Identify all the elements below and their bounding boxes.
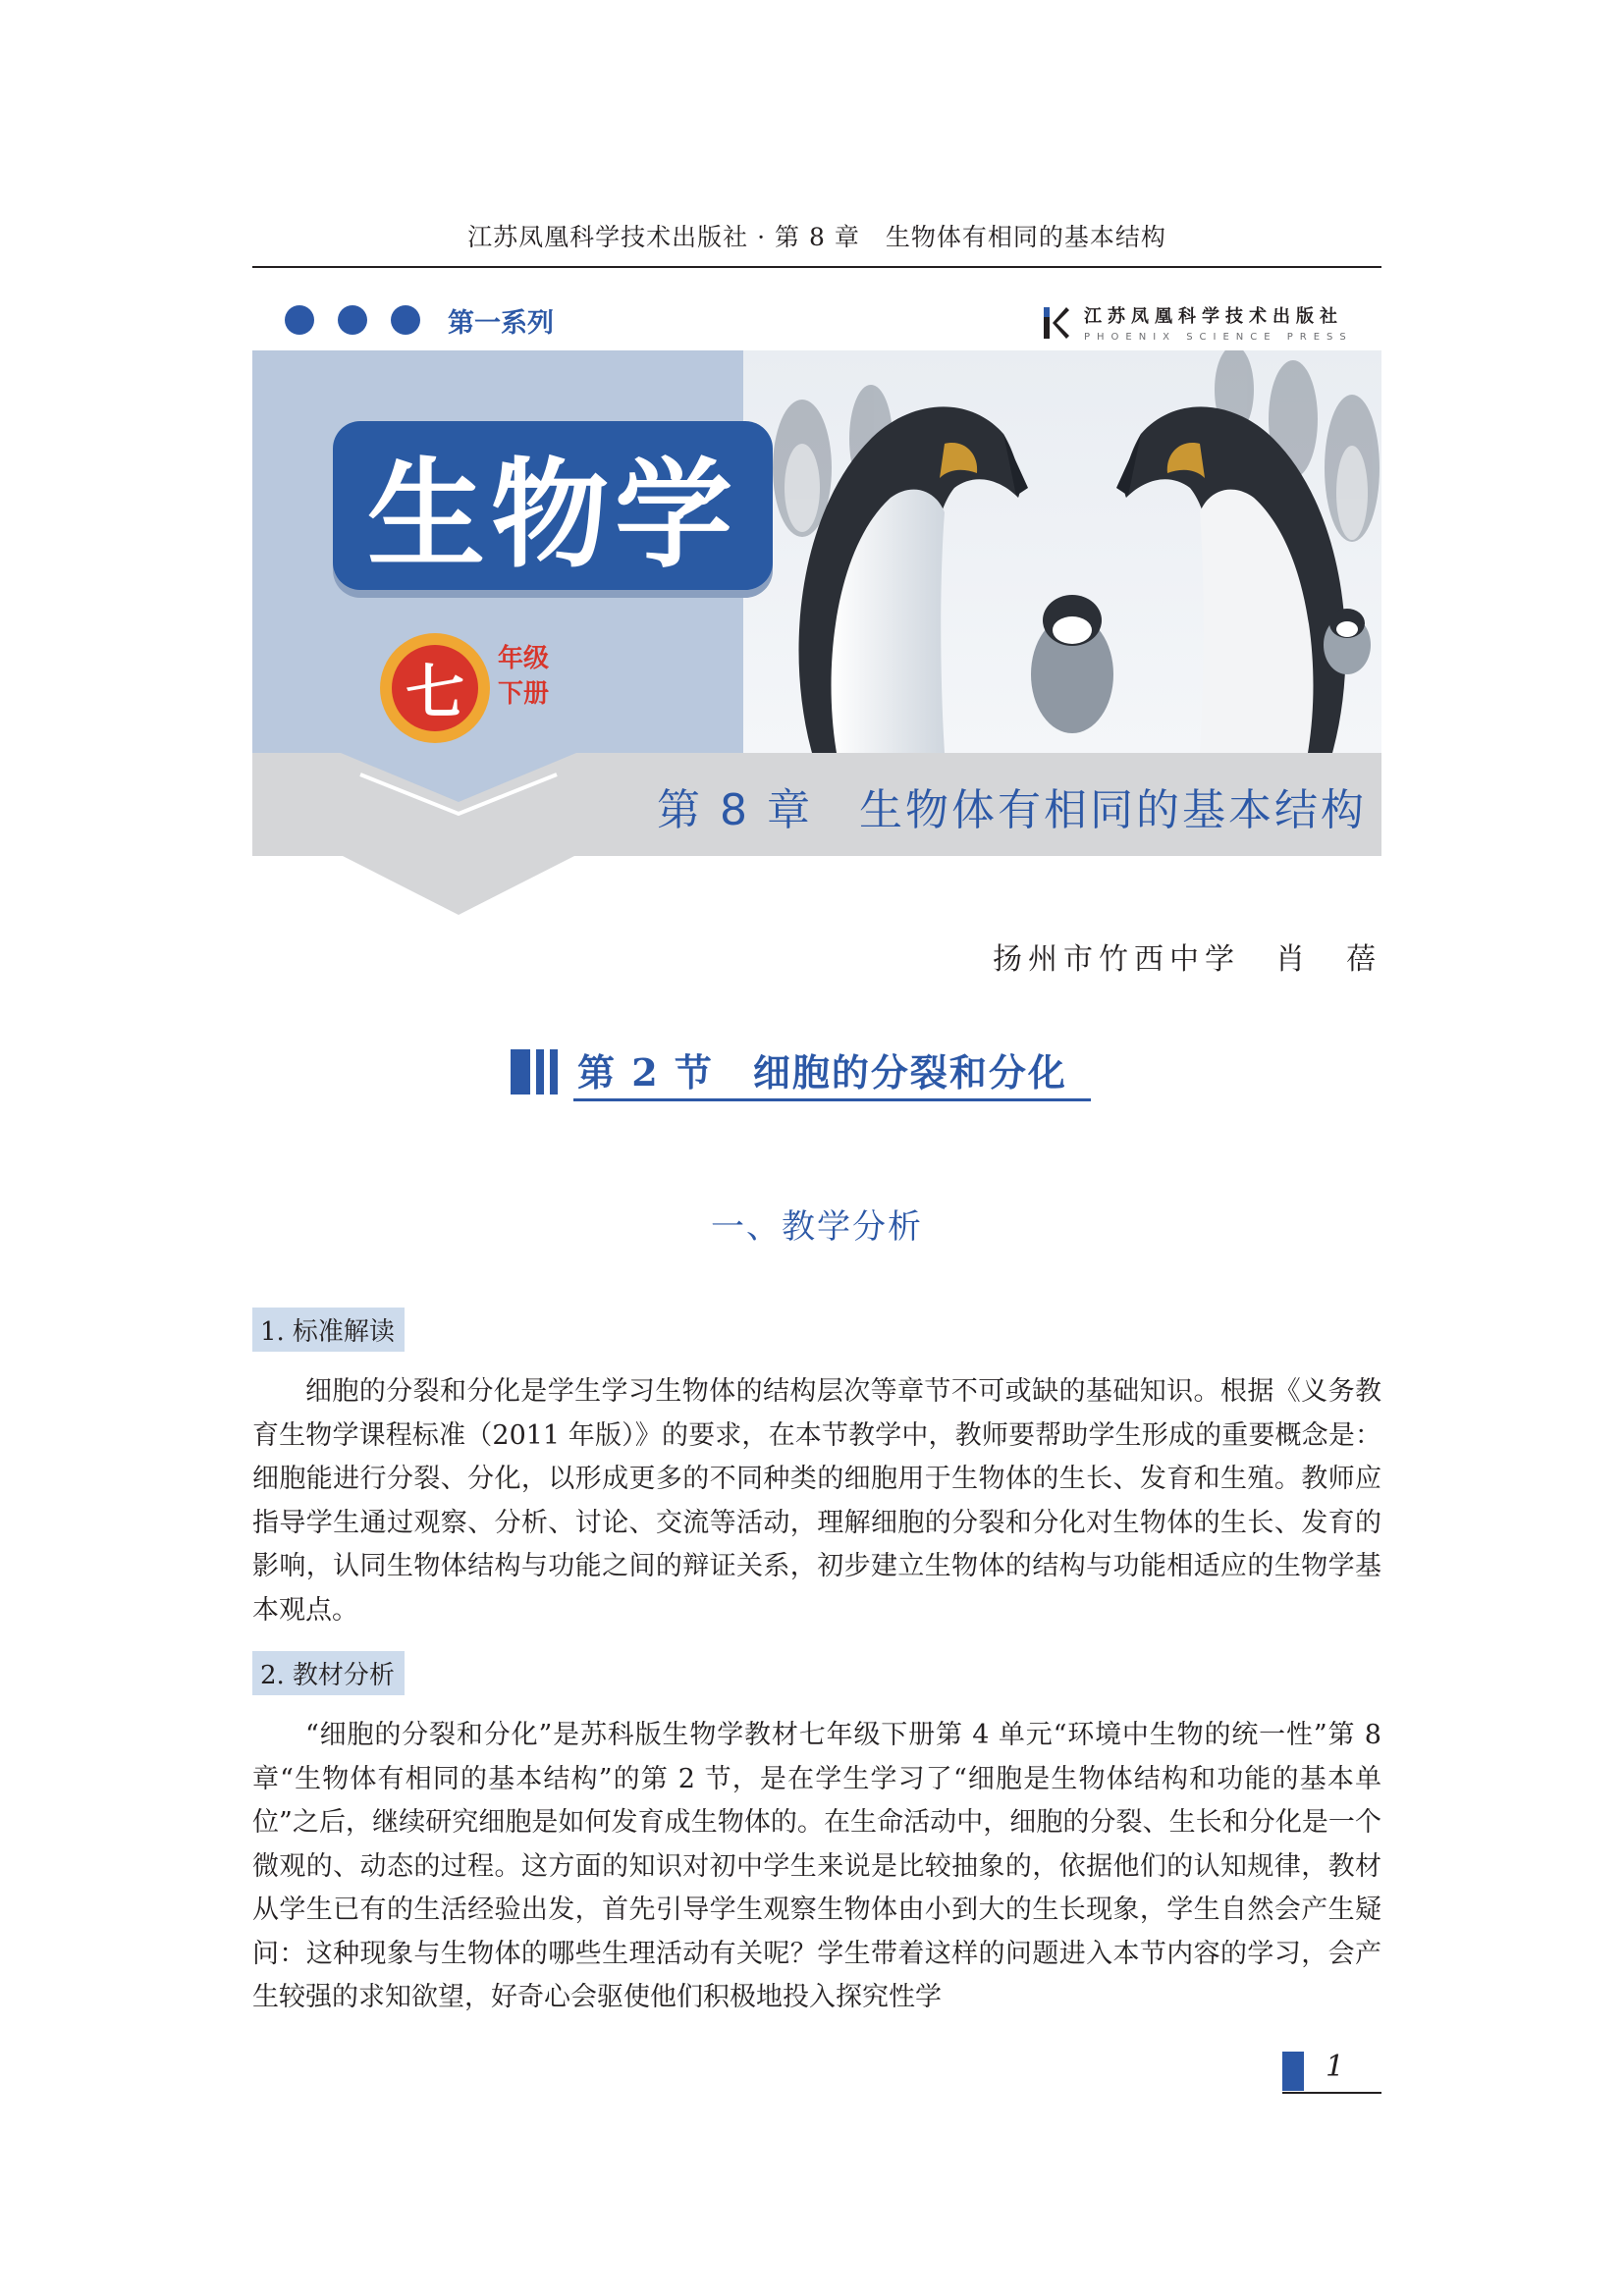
penguin-photo [743, 350, 1381, 753]
subsection-heading [252, 1651, 405, 1695]
cover-banner [252, 350, 1381, 856]
page-number: 1 [1326, 2050, 1345, 2084]
cover-title-box [333, 421, 773, 590]
header-rule [252, 266, 1381, 268]
running-header: 江苏凤凰科学技术出版社 · 第 8 章 生物体有相同的基本结构 [467, 223, 1166, 251]
subsection-number: 2. [260, 1661, 285, 1690]
series-dot-icon [391, 305, 420, 335]
publisher-logo-icon [1041, 303, 1070, 343]
subsection-number: 1. [260, 1317, 285, 1347]
publisher-name-cn: 江苏凤凰科学技术出版社 [1084, 306, 1343, 327]
grade-label-line1: 年级 [498, 644, 550, 673]
part-heading: 一、教学分析 [711, 1207, 923, 1247]
series-dot-icon [338, 305, 367, 335]
publisher-logo [1041, 302, 1353, 343]
series-label: 第一系列 [448, 307, 554, 339]
cover-title: 生物学 [367, 448, 738, 584]
subsection-label: 标准解读 [292, 1317, 395, 1347]
page-number-marker [1282, 2052, 1304, 2091]
body-paragraph: 细胞的分裂和分化是学生学习生物体的结构层次等章节不可或缺的基础知识。根据《义务教育生物学课程标准（2011 年版）》的要求，在本节教学中，教师要帮助学生形成的重要概念是：细胞能进行分裂、分化，以形成更多的不同种类的细胞用于生物体的生长、发育和生殖。教师应指导学生通过观察、分析、讨论、交流等活动，理解细胞的分裂和分化对生物体的生长、发育的影响，认同生物体结构与功能之间的辩证关系，初步建立生物体的结构与功能相适应的生物学基本观点。 [252, 1376, 1381, 1626]
author-line: 扬州市竹西中学 肖 蓓 [993, 942, 1381, 977]
chapter-arrow-icon [341, 753, 576, 920]
publisher-name-en: PHOENIX SCIENCE PRESS [1084, 332, 1353, 343]
page-number-rule [1282, 2092, 1381, 2094]
subsection-label: 教材分析 [292, 1661, 395, 1690]
grade-badge [380, 633, 490, 743]
section-heading [511, 1042, 1091, 1101]
chapter-title: 第 8 章 生物体有相同的基本结构 [657, 785, 1367, 835]
series-dot-icon [285, 305, 314, 335]
body-paragraph: “细胞的分裂和分化”是苏科版生物学教材七年级下册第 4 单元“环境中生物的统一性”第 8 章“生物体有相同的基本结构”的第 2 节，是在学生学习了“细胞是生物体结构和功能的基本单位”之后，继续研究细胞是如何发育成生物体的。在生命活动中，细胞的分裂、生长和分化是一个微观的、动态的过程。这方面的知识对初中学生来说是比较抽象的，依据他们的认知规律，教材从学生已有的生活经验出发，首先引导学生观察生物体由小到大的生长现象，学生自然会产生疑问：这种现象与生物体的哪些生理活动有关呢？学生带着这样的问题进入本节内容的学习，会产生较强的求知欲望，好奇心会驱使他们积极地投入探究性学 [252, 1720, 1381, 2012]
grade-label [498, 641, 549, 712]
section-bars-icon [511, 1049, 564, 1095]
grade-char: 七 [392, 645, 478, 731]
series-row [285, 298, 554, 342]
subsection-heading [252, 1308, 405, 1352]
section-title: 第 2 节 细胞的分裂和分化 [573, 1042, 1091, 1101]
grade-label-line2: 下册 [498, 679, 550, 709]
